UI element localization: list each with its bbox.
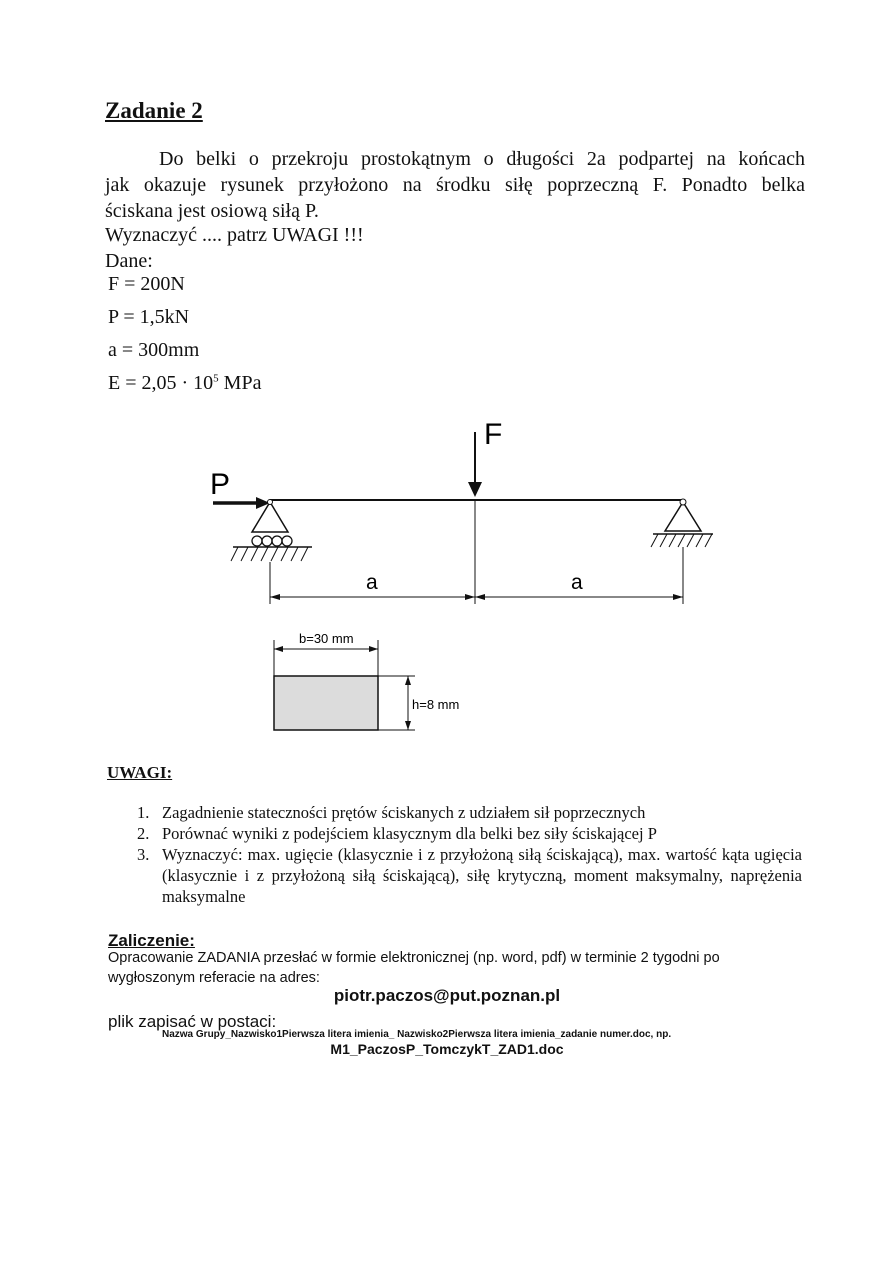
- notes-heading: UWAGI:: [107, 763, 173, 782]
- force-p-label: P: [210, 468, 231, 501]
- note-item-3: [137, 844, 802, 906]
- determine-note: Wyznaczyć .... patrz UWAGI !!!: [105, 224, 364, 246]
- force-f-label: F: [484, 418, 503, 451]
- roller-support-left: [231, 500, 312, 562]
- modulus-unit: MPa: [218, 372, 262, 394]
- email-address: piotr.paczos@put.poznan.pl: [333, 986, 561, 1005]
- height-label: h=8 mm: [412, 697, 460, 712]
- note-number: 1.: [137, 803, 150, 822]
- modulus-base: E = 2,05 · 10: [108, 372, 214, 394]
- file-format-label: plik zapisać w postaci:: [108, 1012, 277, 1031]
- file-name-example: M1_PaczosP_TomczykT_ZAD1.doc: [330, 1041, 564, 1057]
- span-dimension: [270, 500, 683, 604]
- width-label: b=30 mm: [299, 631, 354, 646]
- given-length-a: a = 300mm: [108, 339, 200, 361]
- note-item-2: [137, 823, 657, 844]
- grading-text: Opracowanie ZADANIA przesłać w formie elektronicznej (np. word, pdf) w terminie 2 tygodni po wygłoszonym referacie na adres:: [108, 950, 720, 986]
- given-force-f: F = 200N: [108, 273, 185, 295]
- note-text: Wyznaczyć: max. ugięcie (klasycznie i z przyłożoną siłą ściskającą), max. wartość kąta ugięcia (klasycznie i z przyłożoną siłą ściskającą), siłę krytyczną, moment maksymalny, naprężenia maksymalne: [162, 845, 802, 906]
- force-f-arrow-head: [468, 482, 482, 497]
- pin-support-right: [651, 499, 713, 547]
- note-item-1: [137, 802, 645, 823]
- page-title: Zadanie 2: [105, 98, 203, 123]
- span-right-label: a: [571, 571, 583, 594]
- file-name-pattern: Nazwa Grupy_Nazwisko1Pierwsza litera imienia_ Nazwisko2Pierwsza litera imienia_zadanie numer.doc, np.: [162, 1029, 672, 1040]
- grading-heading: Zaliczenie:: [108, 931, 195, 950]
- note-text: Zagadnienie stateczności prętów ściskanych z udziałem sił poprzecznych: [162, 803, 646, 822]
- intro-line-2: jak okazuje rysunek przyłożono na środku siłę poprzeczną F. Ponadto belka: [105, 174, 805, 196]
- cross-section-rectangle: [274, 676, 378, 730]
- given-label: Dane:: [105, 250, 153, 272]
- intro-line-1: Do belki o przekroju prostokątnym o długości 2a podpartej na końcach: [159, 148, 805, 170]
- note-text: Porównać wyniki z podejściem klasycznym dla belki bez siły ściskającej P: [162, 824, 657, 843]
- intro-line-3: ściskana jest osiową siłą P.: [105, 200, 319, 222]
- note-number: 3.: [137, 845, 150, 864]
- span-left-label: a: [366, 571, 378, 594]
- note-number: 2.: [137, 824, 150, 843]
- height-dimension: [378, 676, 415, 730]
- given-force-p: P = 1,5kN: [108, 306, 190, 328]
- modulus-exponent: 5: [213, 372, 219, 385]
